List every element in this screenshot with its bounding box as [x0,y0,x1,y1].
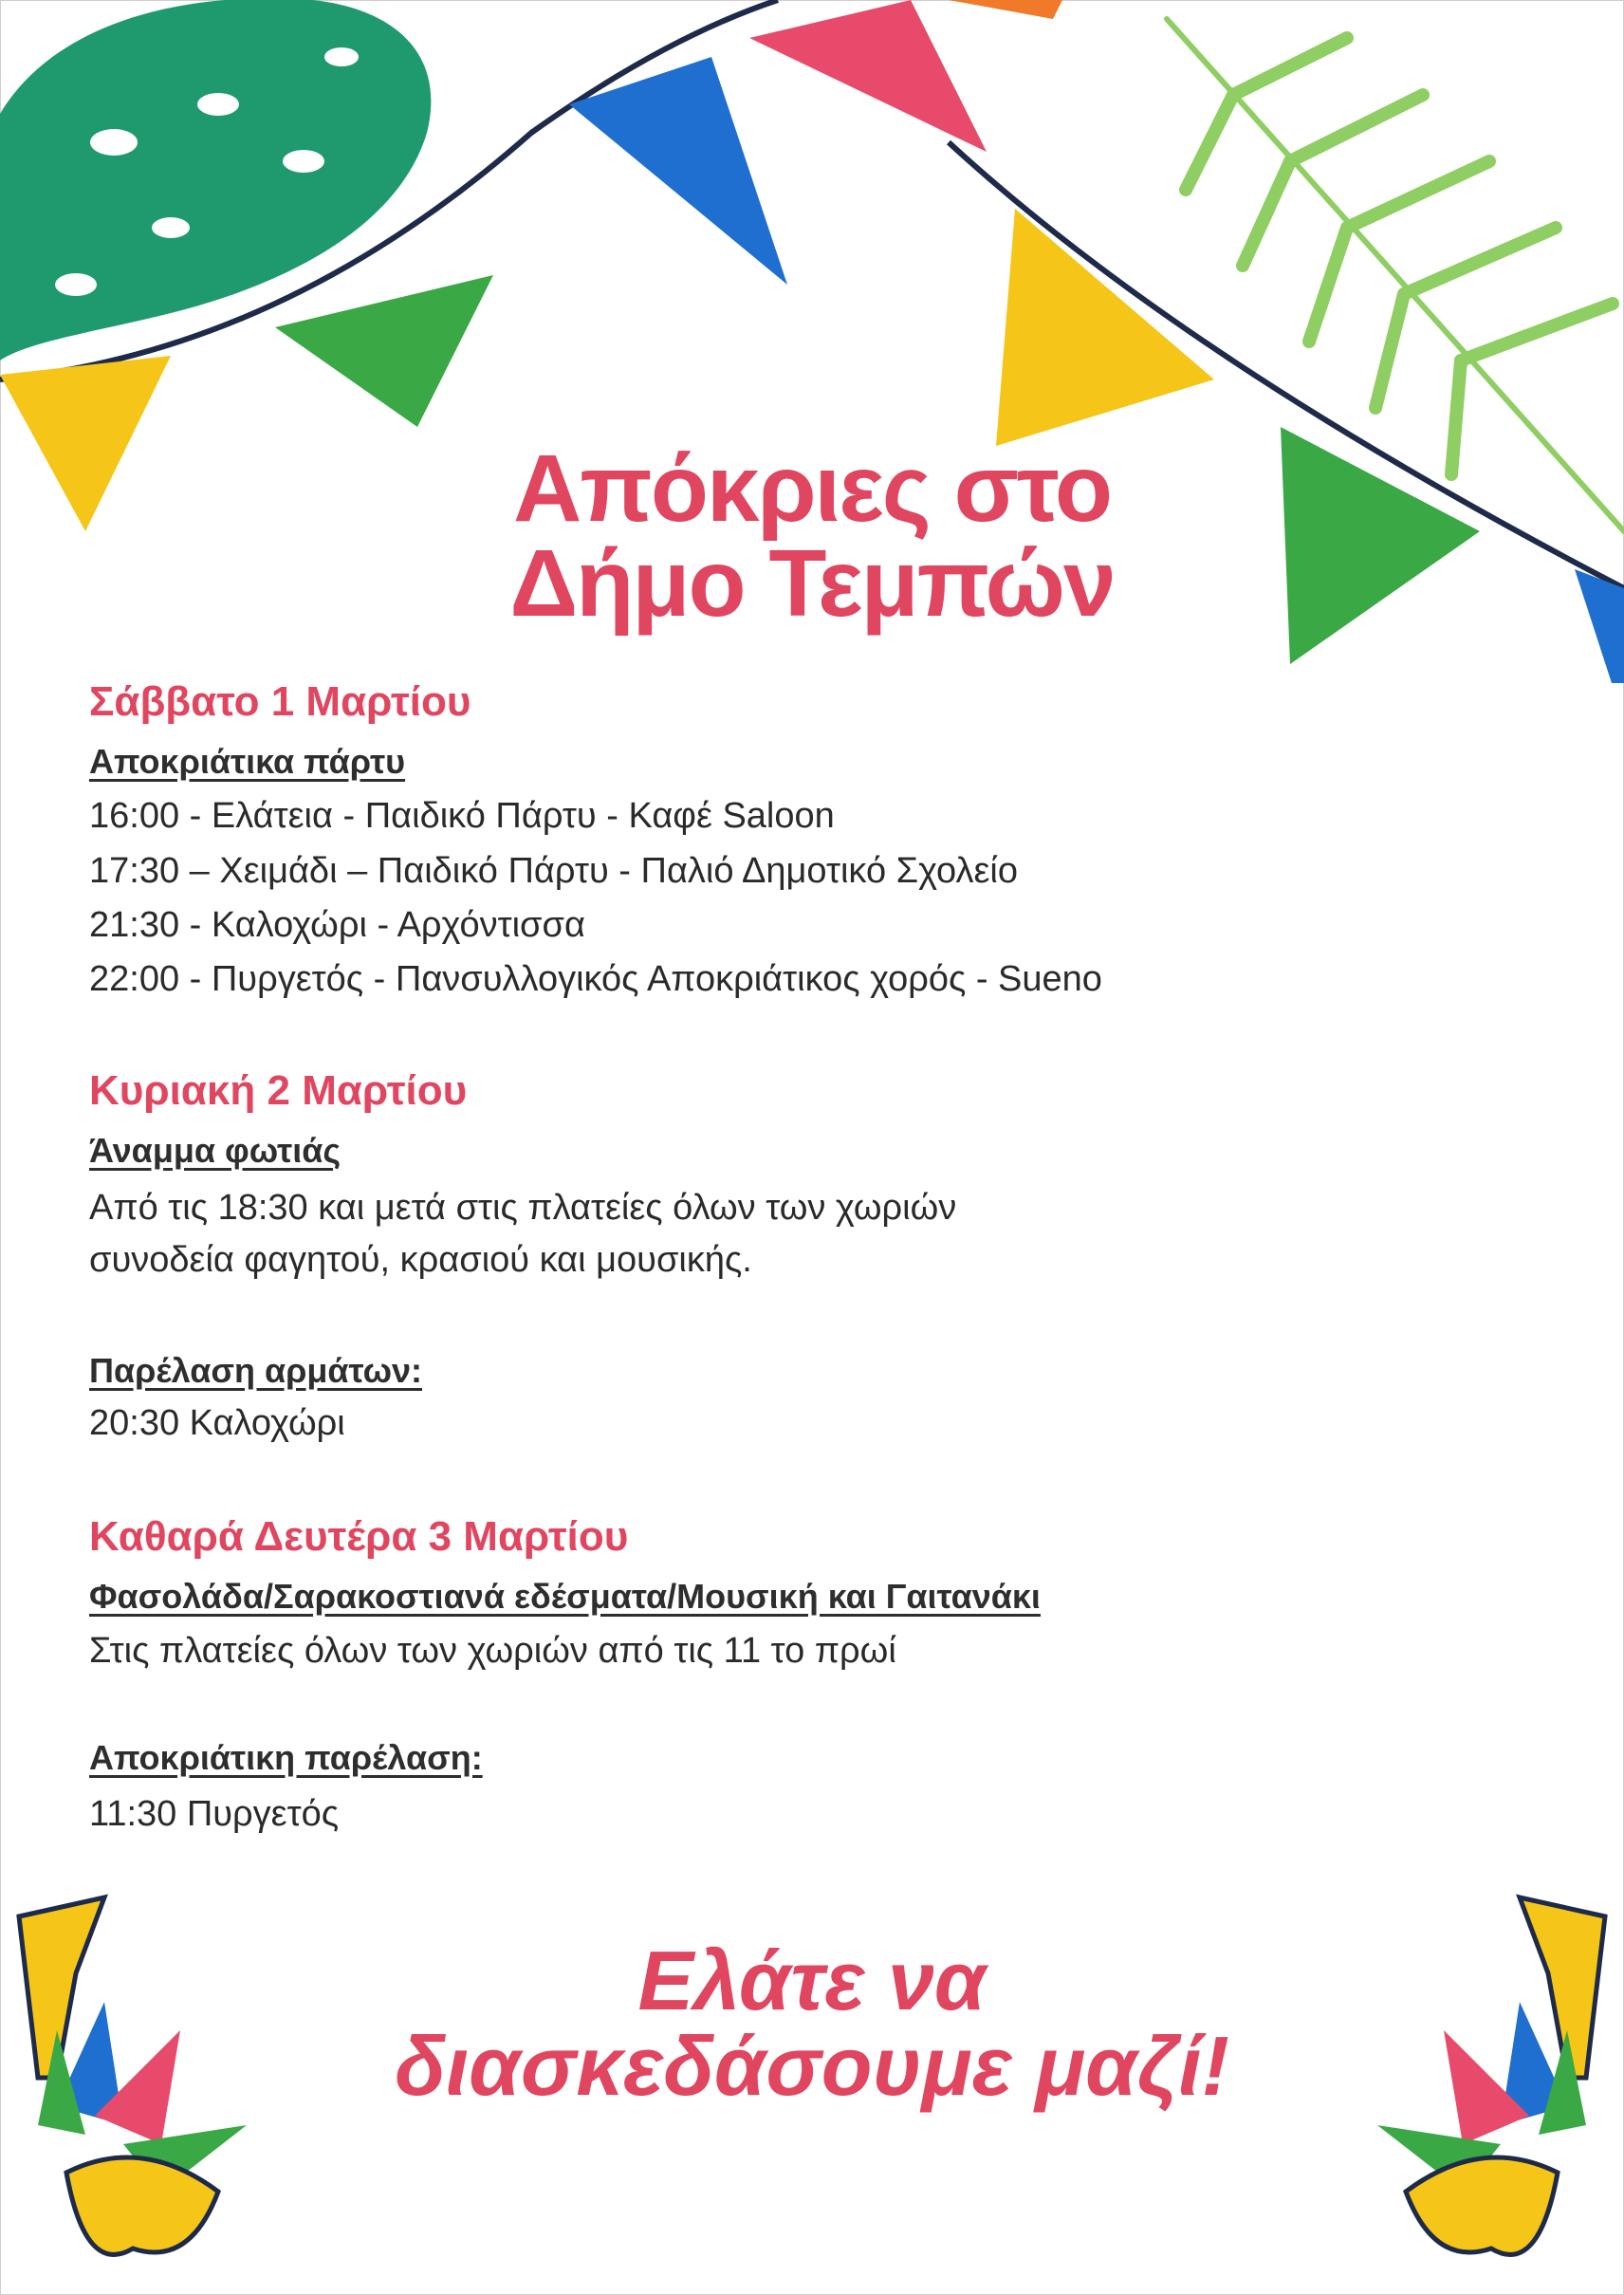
monday-subheading: Φασολάδα/Σαρακοστιανά εδέσματα/Μουσική και Γαιτανάκι [89,1577,1041,1616]
carnival-mask-icon [0,1888,285,2295]
sunday-line: συνοδεία φαγητού, κρασιού και μουσικής. [89,1240,752,1280]
saturday-heading: Σάββατο 1 Μαρτίου [89,678,471,725]
footer-line-2: διασκεδάσουμε μαζί! [395,2019,1229,2113]
monday-line: Στις πλατείες όλων των χωριών από τις 11 το πρωί [89,1631,896,1671]
sunday-line-2: 20:30 Καλοχώρι [89,1403,345,1443]
monday-subheading-2: Αποκριάτικη παρέλαση: [89,1738,483,1777]
sunday-line: Από τις 18:30 και μετά στις πλατείες όλων των χωριών [89,1188,957,1228]
saturday-line: 21:30 - Καλοχώρι - Αρχόντισσα [89,905,585,945]
saturday-subheading: Αποκριάτικα πάρτυ [89,742,406,781]
carnival-mask-icon [1339,1888,1624,2295]
monday-heading: Καθαρά Δευτέρα 3 Μαρτίου [89,1513,629,1560]
saturday-line: 16:00 - Ελάτεια - Παιδικό Πάρτυ - Καφέ Saloon [89,796,835,836]
monday-line-2: 11:30 Πυργετός [89,1794,340,1834]
sunday-heading: Κυριακή 2 Μαρτίου [89,1067,468,1114]
sunday-subheading-2: Παρέλαση αρμάτων: [89,1351,423,1390]
saturday-line: 17:30 – Χειμάδι – Παιδικό Πάρτυ - Παλιό Δημοτικό Σχολείο [89,851,1018,891]
footer-line-1: Ελάτε να [637,1934,987,2027]
title-line-2: Δήμο Τεμπών [509,530,1115,637]
title-line-1: Απόκριες στο [513,435,1111,542]
sunday-subheading: Άναμμα φωτιάς [89,1131,341,1170]
saturday-line: 22:00 - Πυργετός - Πανσυλλογικός Αποκριάτικος χορός - Sueno [89,959,1102,999]
